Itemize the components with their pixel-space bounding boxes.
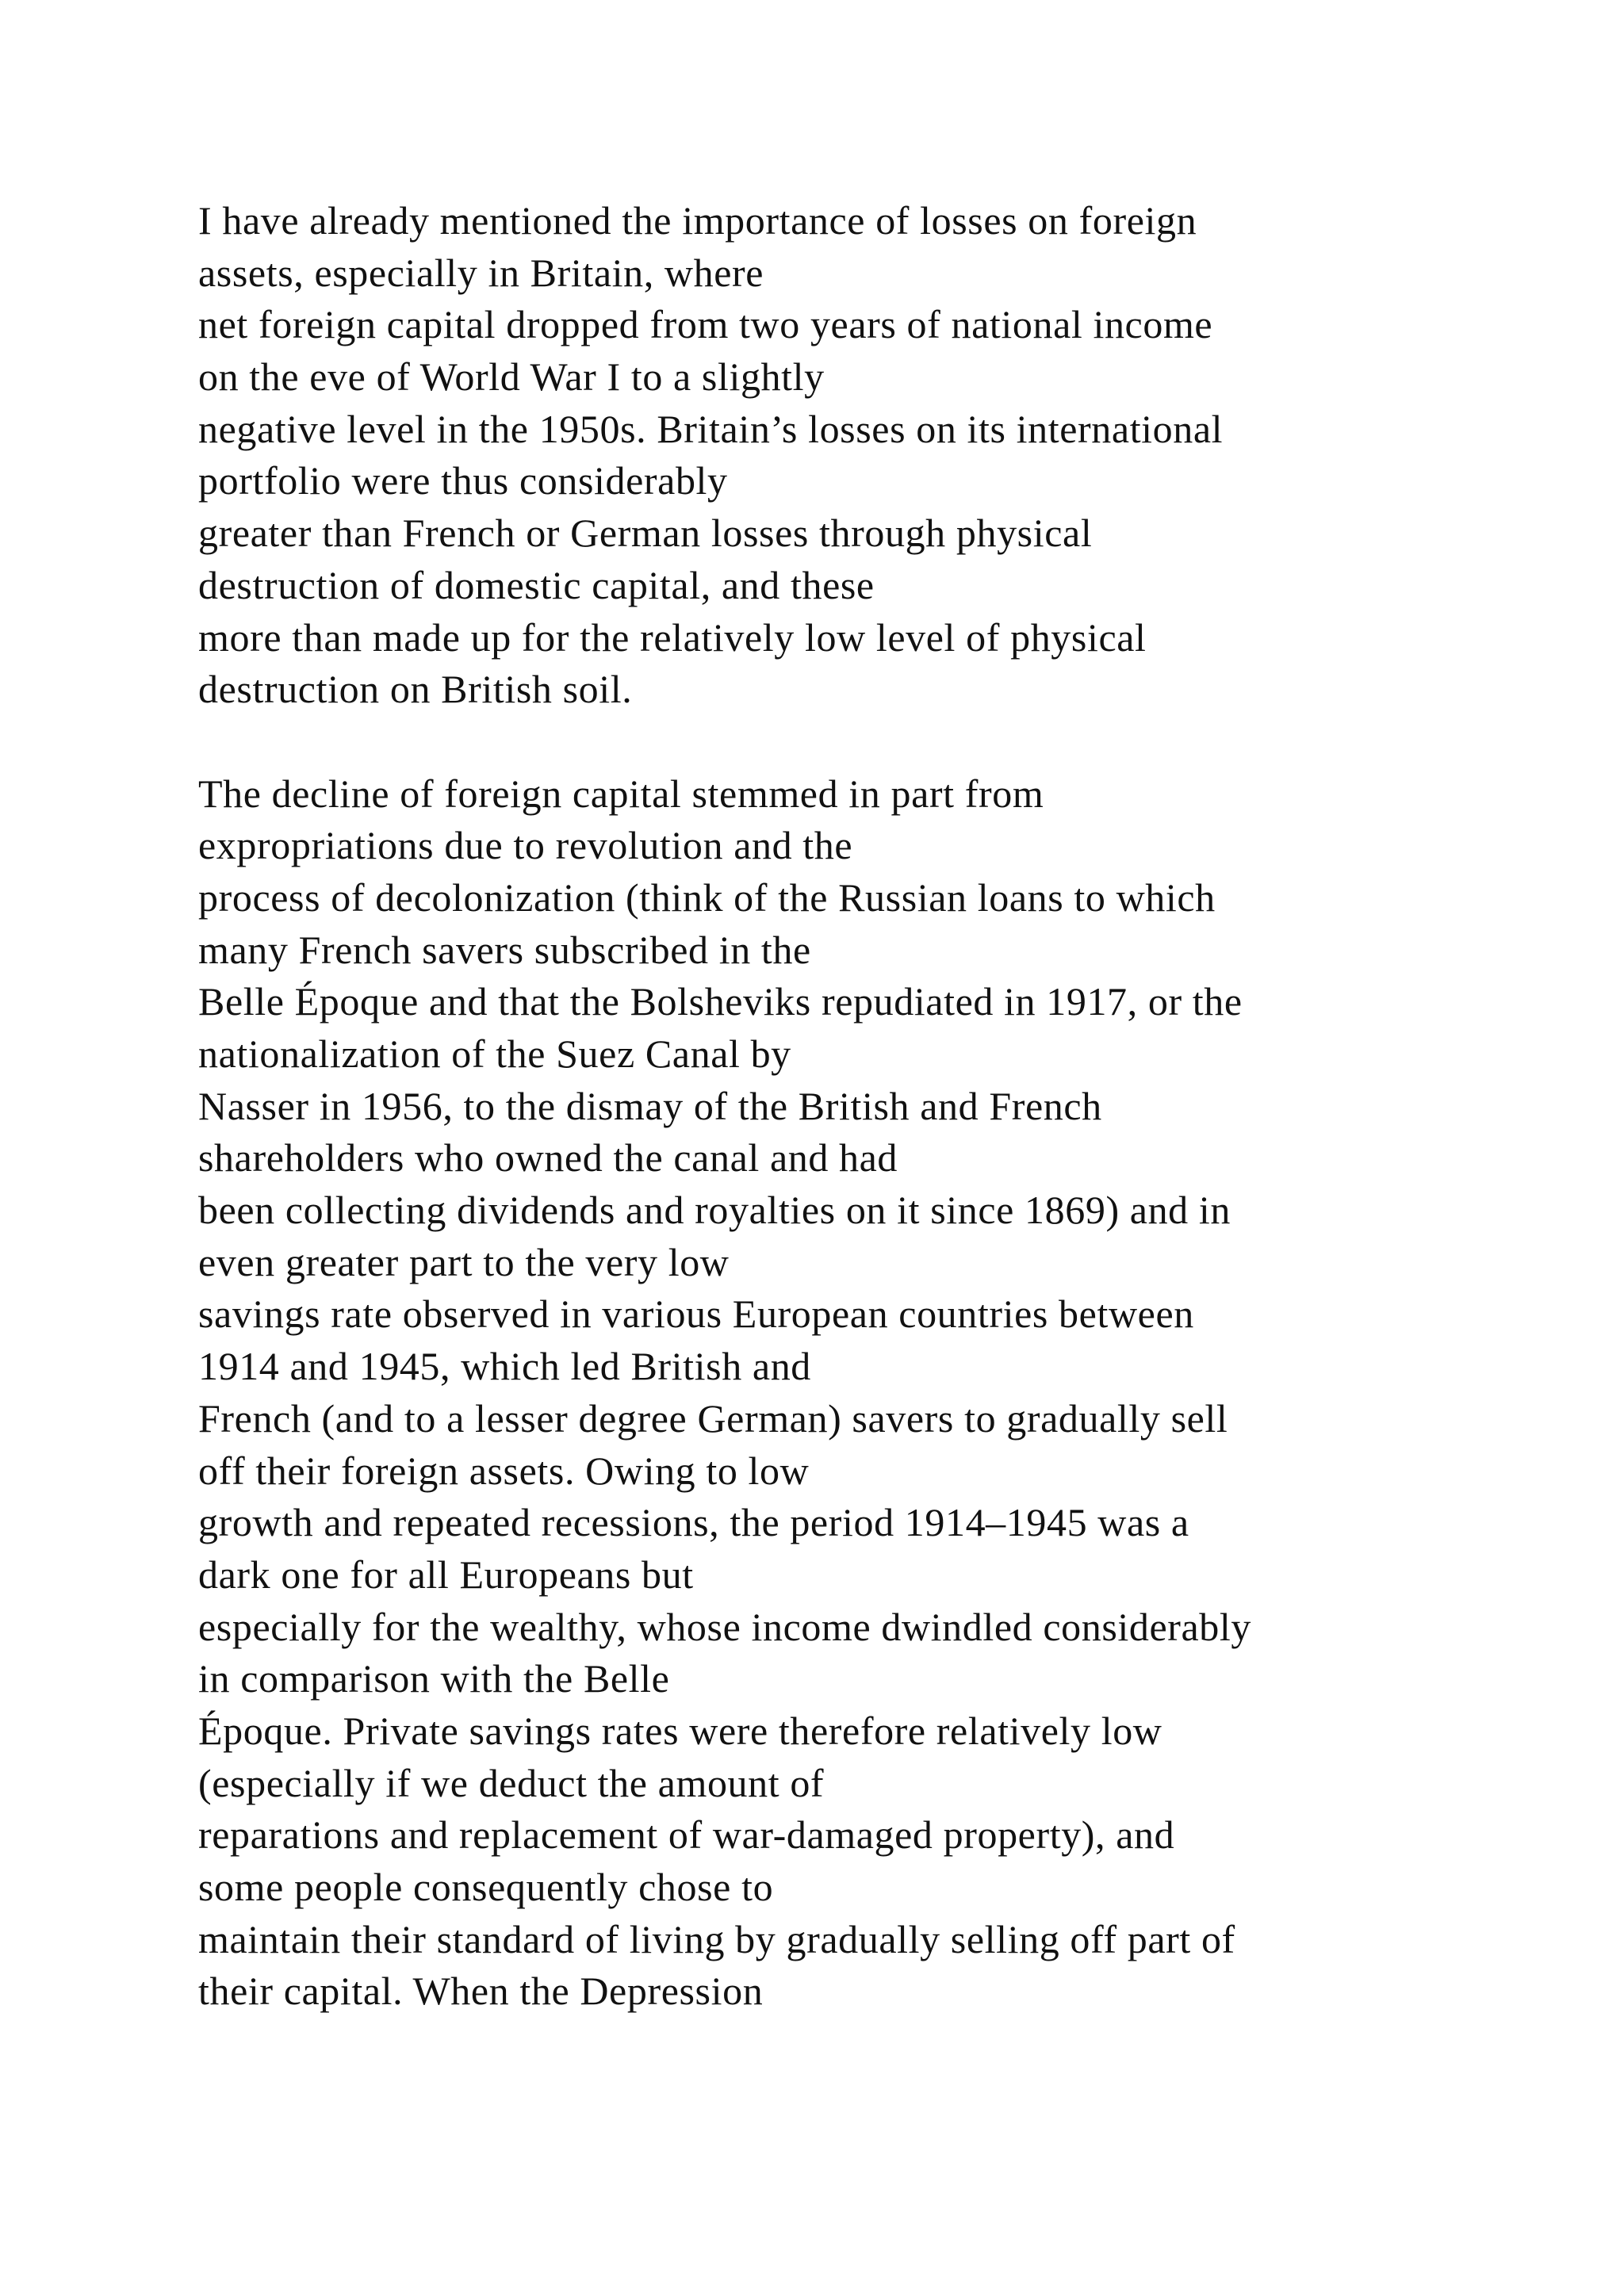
- text-line: nationalization of the Suez Canal by: [198, 1031, 791, 1076]
- text-line: greater than French or German losses through physical: [198, 511, 1093, 556]
- text-line: growth and repeated recessions, the period 1914–1945 was a: [198, 1500, 1189, 1545]
- text-line: especially for the wealthy, whose income dwindled considerably: [198, 1604, 1251, 1649]
- text-line: many French savers subscribed in the: [198, 927, 811, 972]
- text-line: more than made up for the relatively low level of physical: [198, 614, 1147, 660]
- text-line: maintain their standard of living by gradually selling off part of: [198, 1916, 1235, 1961]
- paragraph-2: [198, 768, 1594, 2019]
- text-line: shareholders who owned the canal and had: [198, 1135, 898, 1181]
- text-line: Époque. Private savings rates were therefore relatively low: [198, 1708, 1162, 1753]
- text-line: destruction of domestic capital, and these: [198, 562, 875, 607]
- document-body: [198, 195, 1594, 2018]
- text-line: The decline of foreign capital stemmed in part from: [198, 771, 1044, 816]
- text-line: even greater part to the very low: [198, 1239, 730, 1284]
- text-line: expropriations due to revolution and the: [198, 823, 853, 868]
- text-line: 1914 and 1945, which led British and: [198, 1344, 811, 1389]
- text-line: reparations and replacement of war-damaged property), and: [198, 1812, 1175, 1858]
- text-line: Nasser in 1956, to the dismay of the British and French: [198, 1083, 1102, 1128]
- text-line: portfolio were thus considerably: [198, 458, 728, 503]
- text-line: savings rate observed in various European countries between: [198, 1292, 1194, 1337]
- text-line: net foreign capital dropped from two years of national income: [198, 302, 1213, 347]
- text-line: dark one for all Europeans but: [198, 1552, 694, 1597]
- paragraph-1: [198, 195, 1594, 716]
- text-line: on the eve of World War I to a slightly: [198, 354, 825, 400]
- text-line: their capital. When the Depression: [198, 1969, 764, 2014]
- text-line: negative level in the 1950s. Britain’s losses on its international: [198, 406, 1224, 451]
- text-line: been collecting dividends and royalties on it since 1869) and in: [198, 1188, 1231, 1233]
- text-line: off their foreign assets. Owing to low: [198, 1448, 810, 1493]
- text-line: Belle Époque and that the Bolsheviks repudiated in 1917, or the: [198, 979, 1243, 1024]
- text-line: French (and to a lesser degree German) savers to gradually sell: [198, 1395, 1228, 1441]
- text-line: destruction on British soil.: [198, 667, 633, 712]
- text-line: process of decolonization (think of the Russian loans to which: [198, 874, 1216, 920]
- text-line: I have already mentioned the importance of losses on foreign: [198, 198, 1197, 243]
- text-line: some people consequently chose to: [198, 1865, 774, 1909]
- paragraph-gap: [198, 716, 1594, 768]
- text-line: (especially if we deduct the amount of: [198, 1760, 825, 1805]
- text-line: assets, especially in Britain, where: [198, 250, 764, 295]
- text-line: in comparison with the Belle: [198, 1656, 670, 1701]
